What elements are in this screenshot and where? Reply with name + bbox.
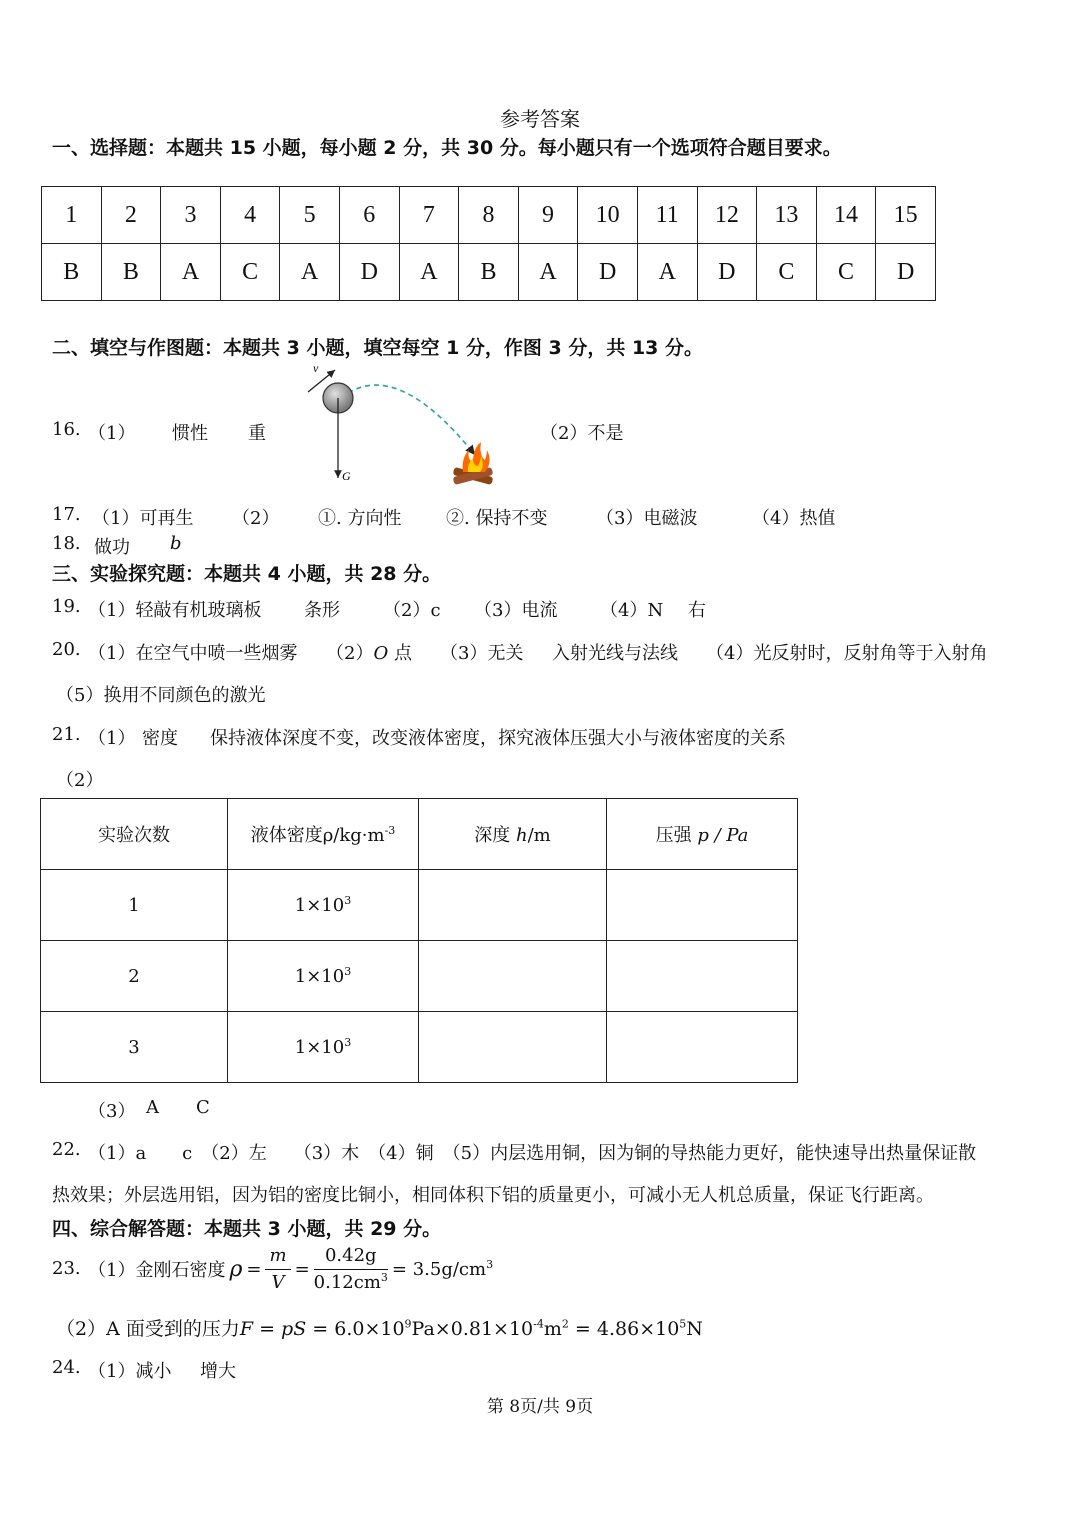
- header-depth-unit: /m: [527, 825, 551, 846]
- density-result-exp: 3: [486, 1257, 494, 1271]
- trajectory-path: [341, 385, 475, 455]
- trial-cell: 1: [41, 870, 228, 941]
- value-2-exp: -4: [533, 1317, 544, 1331]
- depth-cell: [419, 1012, 607, 1083]
- q19-part2: （2）c: [383, 600, 441, 621]
- value-4: = 4.86×10: [568, 1318, 680, 1340]
- value-3: m: [543, 1318, 562, 1340]
- answer-table-answers-row: [42, 244, 936, 301]
- equals-sign: =: [246, 1258, 262, 1280]
- q17-part2b: ②. 保持不变: [446, 508, 548, 529]
- equals-sign: =: [294, 1258, 310, 1280]
- question-number-cell: 9: [518, 187, 578, 244]
- header-depth: [419, 799, 607, 870]
- q23-part2: [56, 1314, 703, 1341]
- section3-heading: 三、实验探究题：本题共 4 小题，共 28 分。: [52, 563, 442, 585]
- question-number-cell: 5: [280, 187, 340, 244]
- fraction-volume: [314, 1270, 388, 1296]
- experiment-table-header-row: [41, 799, 798, 870]
- header-density-text: 液体密度ρ/kg·m: [250, 825, 385, 846]
- q20-part2-label: （2）: [326, 643, 374, 664]
- question-number-cell: 1: [42, 187, 102, 244]
- density-base: 1×10: [294, 1036, 345, 1058]
- q16-answer2: 重: [248, 423, 266, 444]
- q17-part3: （3）电磁波: [596, 508, 698, 529]
- q20-part2: [326, 639, 412, 665]
- header-pressure: [607, 799, 798, 870]
- question-number-cell: 13: [757, 187, 817, 244]
- q16-part2: （2）不是: [540, 423, 624, 444]
- value-1-exp: 9: [404, 1317, 412, 1331]
- q20-number: 20.: [52, 639, 81, 660]
- answer-cell: B: [101, 244, 161, 301]
- q20-part3: （3）无关: [440, 643, 524, 664]
- volume-value: 0.12cm: [313, 1271, 381, 1293]
- answer-cell: B: [42, 244, 102, 301]
- answer-cell: D: [339, 244, 399, 301]
- q23-number: 23.: [52, 1258, 81, 1279]
- campfire-icon: [453, 442, 494, 485]
- header-pressure-var: p: [697, 825, 709, 846]
- answer-cell: A: [518, 244, 578, 301]
- question-number-cell: 3: [161, 187, 221, 244]
- force-symbol: F: [239, 1318, 254, 1340]
- answer-table: [41, 186, 936, 301]
- value-1: = 6.0×10: [306, 1318, 405, 1340]
- q17-part1: （1）可再生: [92, 508, 194, 529]
- table-row: [41, 870, 798, 941]
- answer-cell: D: [697, 244, 757, 301]
- value-3-exp: 2: [561, 1317, 569, 1331]
- q19-part1b: 条形: [304, 600, 340, 621]
- q16-part1: （1）: [88, 423, 136, 444]
- q19-part1: （1）轻敲有机玻璃板: [88, 600, 262, 621]
- answer-cell: B: [459, 244, 519, 301]
- pressure-cell: [607, 941, 798, 1012]
- header-pressure-text: 压强: [655, 825, 698, 846]
- density-cell: [228, 1012, 419, 1083]
- pressure-cell: [607, 1012, 798, 1083]
- density-cell: [228, 870, 419, 941]
- q18-answer2: b: [170, 533, 182, 554]
- velocity-label: v: [313, 361, 319, 375]
- value-5: N: [686, 1318, 703, 1340]
- q22-line1: （1）a c （2）左 （3）木 （4）铜 （5）内层选用铜，因为铜的导热能力更好，能快速导出热量保证散: [88, 1143, 977, 1164]
- value-4-exp: 5: [679, 1317, 687, 1331]
- q21-part2: （2）: [56, 770, 104, 791]
- section4-heading: 四、综合解答题：本题共 3 小题，共 29 分。: [52, 1218, 442, 1240]
- header-pressure-unit: / Pa: [708, 825, 749, 846]
- trial-cell: 3: [41, 1012, 228, 1083]
- trial-cell: 2: [41, 941, 228, 1012]
- table-row: [41, 941, 798, 1012]
- depth-cell: [419, 870, 607, 941]
- header-trial-text: 实验次数: [98, 825, 170, 846]
- q22-number: 22.: [52, 1139, 81, 1160]
- table-row: [41, 1012, 798, 1083]
- depth-cell: [419, 941, 607, 1012]
- header-depth-text: 深度: [474, 825, 516, 846]
- ps-symbol: pS: [281, 1318, 307, 1340]
- pressure-cell: [607, 870, 798, 941]
- fraction-m-over-v: [265, 1243, 290, 1296]
- q23-part2-label: （2）A 面受到的压力: [56, 1318, 240, 1340]
- answer-cell: C: [757, 244, 817, 301]
- q23-part1-label: （1）金刚石密度: [88, 1260, 226, 1281]
- question-number-cell: 2: [101, 187, 161, 244]
- q20-part4: （4）光反射时，反射角等于入射角: [706, 643, 988, 664]
- density-exp: 3: [344, 1035, 352, 1049]
- q20-point-o: O: [373, 643, 389, 664]
- density-base: 1×10: [294, 965, 345, 987]
- density-base: 1×10: [294, 894, 345, 916]
- q20-part3b: 入射光线与法线: [552, 643, 678, 664]
- experiment-table: [40, 798, 798, 1083]
- q21-part3: （3）: [88, 1101, 136, 1122]
- density-result: [392, 1259, 493, 1280]
- projectile-diagram: [295, 360, 515, 495]
- q16-number: 16.: [52, 419, 81, 440]
- question-number-cell: 4: [220, 187, 280, 244]
- answer-cell: A: [161, 244, 221, 301]
- question-number-cell: 12: [697, 187, 757, 244]
- q20-point-suffix: 点: [388, 643, 412, 664]
- q24-number: 24.: [52, 1357, 81, 1378]
- fraction-denominator: V: [271, 1271, 285, 1293]
- q19-number: 19.: [52, 596, 81, 617]
- q21-number: 21.: [52, 724, 81, 745]
- header-density-exp: -3: [384, 824, 396, 837]
- header-depth-var: h: [516, 825, 528, 846]
- q21-part1: （1）: [88, 728, 136, 749]
- density-cell: [228, 941, 419, 1012]
- section1-heading: 一、选择题：本题共 15 小题，每小题 2 分，共 30 分。每小题只有一个选项符合题目要求。: [52, 137, 842, 159]
- q19-part4b: 右: [688, 600, 706, 621]
- question-number-cell: 7: [399, 187, 459, 244]
- q19-part3: （3）电流: [474, 600, 558, 621]
- page-title: 参考答案: [500, 107, 580, 131]
- question-number-cell: 11: [637, 187, 697, 244]
- q24-part1: （1）减小: [88, 1361, 172, 1382]
- fraction-values: [314, 1243, 388, 1296]
- q24-answer2: 增大: [200, 1361, 236, 1382]
- question-number-cell: 8: [459, 187, 519, 244]
- density-exp: 3: [344, 893, 352, 907]
- question-number-cell: 14: [816, 187, 876, 244]
- q18-number: 18.: [52, 533, 81, 554]
- q17-part2a: ①. 方向性: [318, 508, 402, 529]
- answer-cell: D: [578, 244, 638, 301]
- q18-answer1: 做功: [94, 537, 130, 558]
- fraction-numerator: m: [265, 1243, 290, 1270]
- question-number-cell: 10: [578, 187, 638, 244]
- question-number-cell: 15: [876, 187, 936, 244]
- answer-cell: A: [399, 244, 459, 301]
- value-2: Pa×0.81×10: [411, 1318, 534, 1340]
- equals-sign: =: [253, 1318, 282, 1340]
- q16-answer1: 惯性: [172, 423, 208, 444]
- answer-cell: A: [280, 244, 340, 301]
- q17-part2: （2）: [232, 508, 280, 529]
- header-density: [228, 799, 419, 870]
- header-trial: [41, 799, 228, 870]
- answer-cell: C: [816, 244, 876, 301]
- density-result-value: = 3.5g/cm: [391, 1258, 487, 1280]
- q20-part1: （1）在空气中喷一些烟雾: [88, 643, 298, 664]
- q23-part1: [88, 1241, 493, 1297]
- q20-part5: （5）换用不同颜色的激光: [56, 685, 266, 706]
- q22-line2: 热效果；外层选用铝，因为铝的密度比铜小，相同体积下铝的质量更小，可减小无人机总质量，保证飞行距离。: [52, 1185, 934, 1206]
- question-number-cell: 6: [339, 187, 399, 244]
- answer-table-numbers-row: [42, 187, 936, 244]
- fraction-mass: 0.42g: [314, 1243, 388, 1270]
- q17-number: 17.: [52, 504, 81, 525]
- answer-cell: D: [876, 244, 936, 301]
- page-footer: 第 8页/共 9页: [486, 1397, 594, 1417]
- answer-cell: A: [637, 244, 697, 301]
- q19-part4: （4）N: [600, 600, 664, 621]
- q21-answer3b: C: [196, 1097, 210, 1118]
- q21-answer3a: A: [146, 1097, 159, 1118]
- q17-part4: （4）热值: [752, 508, 836, 529]
- section2-heading: 二、填空与作图题：本题共 3 小题，填空每空 1 分，作图 3 分，共 13 分。: [52, 337, 704, 359]
- answer-cell: C: [220, 244, 280, 301]
- q21-answer2: 保持液体深度不变，改变液体密度，探究液体压强大小与液体密度的关系: [210, 728, 786, 749]
- q21-answer1: 密度: [142, 728, 178, 749]
- rho-symbol: ρ: [229, 1256, 243, 1282]
- volume-exp: 3: [380, 1270, 388, 1284]
- density-exp: 3: [344, 964, 352, 978]
- gravity-label: G: [342, 469, 351, 483]
